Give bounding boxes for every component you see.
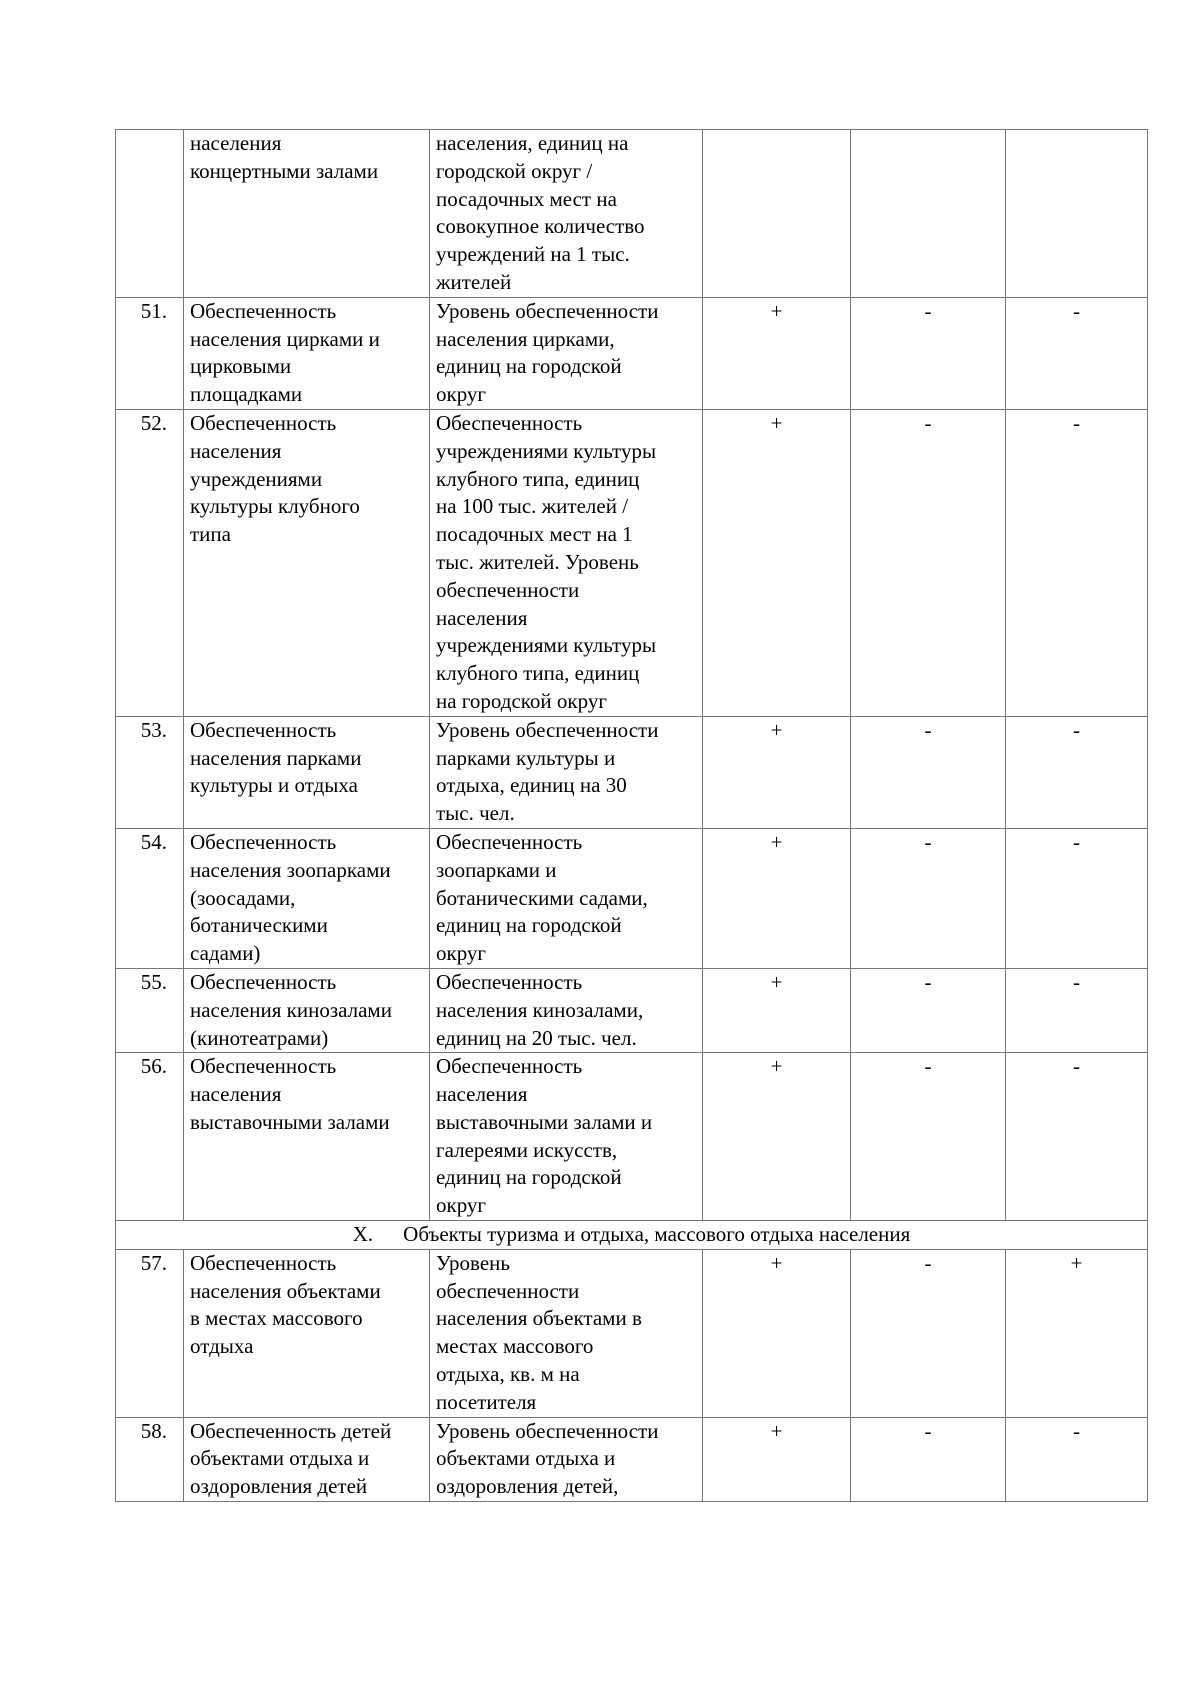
- cell-line: в местах массового: [190, 1306, 363, 1331]
- cell-line: населения кинозалами: [190, 997, 392, 1022]
- section-number: X.: [352, 1222, 374, 1247]
- indicator-name: [184, 1053, 430, 1221]
- cell-line: культуры клубного: [190, 494, 360, 519]
- row-number: 53.: [116, 716, 184, 828]
- cell-line: ботаническими садами,: [436, 885, 648, 910]
- applicability-mark-1: +: [703, 968, 851, 1052]
- cell-line: отдыха: [190, 1334, 254, 1359]
- cell-line: Обеспеченность: [190, 410, 337, 435]
- table-row: [116, 297, 1148, 409]
- applicability-mark-1: +: [703, 828, 851, 968]
- cell-line: на городской округ: [436, 688, 607, 713]
- applicability-mark-2: -: [851, 297, 1006, 409]
- applicability-mark-2: [851, 130, 1006, 298]
- applicability-mark-3: -: [1006, 297, 1148, 409]
- cell-line: округ: [436, 1193, 487, 1218]
- cell-line: тыс. чел.: [436, 801, 515, 826]
- cell-line: концертными залами: [190, 158, 379, 183]
- cell-line: населения цирками и: [190, 326, 380, 351]
- table-row: [116, 1249, 1148, 1417]
- indicator-table: [115, 129, 1148, 1502]
- cell-line: учреждениями культуры: [436, 633, 657, 658]
- indicator-description: [430, 130, 703, 298]
- table-row: [116, 1417, 1148, 1501]
- cell-line: Уровень обеспеченности: [436, 717, 659, 742]
- cell-line: Обеспеченность: [436, 1054, 583, 1079]
- indicator-name: [184, 828, 430, 968]
- indicator-name: [184, 130, 430, 298]
- cell-line: отдыха, кв. м на: [436, 1362, 580, 1387]
- cell-line: населения, единиц на: [436, 131, 629, 155]
- cell-line: обеспеченности: [436, 577, 580, 602]
- indicator-name: [184, 716, 430, 828]
- cell-line: учреждениями культуры: [436, 438, 657, 463]
- indicator-description: [430, 409, 703, 716]
- cell-line: галереями искусств,: [436, 1137, 618, 1162]
- cell-line: выставочными залами: [190, 1109, 390, 1134]
- cell-line: типа: [190, 522, 231, 547]
- cell-line: учреждениями: [190, 466, 323, 491]
- indicator-description: [430, 968, 703, 1052]
- row-number: 52.: [116, 409, 184, 716]
- cell-line: оздоровления детей,: [436, 1474, 619, 1499]
- cell-line: населения: [436, 605, 528, 630]
- cell-line: зоопарками и: [436, 857, 557, 882]
- applicability-mark-3: -: [1006, 716, 1148, 828]
- applicability-mark-3: -: [1006, 409, 1148, 716]
- section-row: [116, 1221, 1148, 1250]
- cell-line: населения: [190, 131, 282, 155]
- cell-line: населения: [190, 438, 282, 463]
- cell-line: единиц на городской: [436, 913, 622, 938]
- table-row: [116, 409, 1148, 716]
- cell-line: ботаническими: [190, 913, 328, 938]
- cell-line: посетителя: [436, 1389, 537, 1414]
- table-row: [116, 968, 1148, 1052]
- table-row: [116, 716, 1148, 828]
- cell-line: Обеспеченность: [190, 717, 337, 742]
- cell-line: обеспеченности: [436, 1278, 580, 1303]
- cell-line: посадочных мест на 1: [436, 522, 633, 547]
- applicability-mark-2: -: [851, 1249, 1006, 1417]
- cell-line: отдыха, единиц на 30: [436, 773, 627, 798]
- applicability-mark-1: +: [703, 409, 851, 716]
- cell-line: культуры и отдыха: [190, 773, 358, 798]
- cell-line: местах массового: [436, 1334, 594, 1359]
- applicability-mark-3: -: [1006, 1053, 1148, 1221]
- cell-line: Обеспеченность: [190, 829, 337, 854]
- cell-line: Уровень: [436, 1250, 510, 1275]
- cell-line: оздоровления детей: [190, 1474, 368, 1499]
- applicability-mark-2: -: [851, 828, 1006, 968]
- cell-line: клубного типа, единиц: [436, 661, 640, 686]
- cell-line: Обеспеченность: [436, 969, 583, 994]
- cell-line: объектами отдыха и: [436, 1446, 616, 1471]
- table-row: [116, 828, 1148, 968]
- cell-line: Обеспеченность: [436, 829, 583, 854]
- cell-line: Обеспеченность детей: [190, 1418, 392, 1443]
- applicability-mark-2: -: [851, 716, 1006, 828]
- section-heading: [116, 1221, 1148, 1250]
- applicability-mark-3: -: [1006, 1417, 1148, 1501]
- cell-line: объектами отдыха и: [190, 1446, 370, 1471]
- applicability-mark-1: +: [703, 1417, 851, 1501]
- applicability-mark-1: [703, 130, 851, 298]
- applicability-mark-3: -: [1006, 828, 1148, 968]
- cell-line: выставочными залами и: [436, 1109, 653, 1134]
- applicability-mark-3: -: [1006, 968, 1148, 1052]
- cell-line: населения зоопарками: [190, 857, 391, 882]
- cell-line: на 100 тыс. жителей /: [436, 494, 629, 519]
- indicator-description: [430, 1417, 703, 1501]
- applicability-mark-2: -: [851, 1417, 1006, 1501]
- applicability-mark-1: +: [703, 716, 851, 828]
- cell-line: населения парками: [190, 745, 362, 770]
- table-row: [116, 1053, 1148, 1221]
- cell-line: населения объектами в: [436, 1306, 642, 1331]
- row-number: [116, 130, 184, 298]
- cell-line: (зоосадами,: [190, 885, 296, 910]
- row-number: 51.: [116, 297, 184, 409]
- cell-line: населения объектами: [190, 1278, 381, 1303]
- row-number: 57.: [116, 1249, 184, 1417]
- indicator-name: [184, 297, 430, 409]
- applicability-mark-3: [1006, 130, 1148, 298]
- cell-line: площадками: [190, 382, 303, 407]
- cell-line: парками культуры и: [436, 745, 616, 770]
- table-row: [116, 130, 1148, 298]
- applicability-mark-3: +: [1006, 1249, 1148, 1417]
- applicability-mark-1: +: [703, 1053, 851, 1221]
- applicability-mark-1: +: [703, 297, 851, 409]
- indicator-description: [430, 1249, 703, 1417]
- indicator-description: [430, 828, 703, 968]
- cell-line: населения: [190, 1082, 282, 1107]
- indicator-name: [184, 968, 430, 1052]
- indicator-description: [430, 1053, 703, 1221]
- cell-line: Уровень обеспеченности: [436, 298, 659, 323]
- cell-line: Обеспеченность: [190, 1054, 337, 1079]
- indicator-description: [430, 716, 703, 828]
- cell-line: Обеспеченность: [436, 410, 583, 435]
- row-number: 56.: [116, 1053, 184, 1221]
- cell-line: округ: [436, 382, 487, 407]
- cell-line: цирковыми: [190, 354, 292, 379]
- cell-line: Обеспеченность: [190, 298, 337, 323]
- indicator-description: [430, 297, 703, 409]
- applicability-mark-2: -: [851, 409, 1006, 716]
- cell-line: садами): [190, 941, 261, 966]
- cell-line: Обеспеченность: [190, 1250, 337, 1275]
- cell-line: единиц на 20 тыс. чел.: [436, 1025, 637, 1050]
- indicator-name: [184, 1249, 430, 1417]
- cell-line: совокупное количество: [436, 214, 645, 239]
- cell-line: Уровень обеспеченности: [436, 1418, 659, 1443]
- cell-line: единиц на городской: [436, 354, 622, 379]
- row-number: 55.: [116, 968, 184, 1052]
- cell-line: округ: [436, 941, 487, 966]
- applicability-mark-2: -: [851, 1053, 1006, 1221]
- row-number: 58.: [116, 1417, 184, 1501]
- section-title: Объекты туризма и отдыха, массового отдыха населения: [403, 1222, 911, 1247]
- cell-line: тыс. жителей. Уровень: [436, 549, 639, 574]
- indicator-name: [184, 1417, 430, 1501]
- cell-line: жителей: [436, 269, 512, 294]
- cell-line: Обеспеченность: [190, 969, 337, 994]
- cell-line: (кинотеатрами): [190, 1025, 329, 1050]
- row-number: 54.: [116, 828, 184, 968]
- applicability-mark-2: -: [851, 968, 1006, 1052]
- cell-line: населения кинозалами,: [436, 997, 644, 1022]
- cell-line: учреждений на 1 тыс.: [436, 242, 630, 267]
- cell-line: населения: [436, 1082, 528, 1107]
- cell-line: населения цирками,: [436, 326, 615, 351]
- applicability-mark-1: +: [703, 1249, 851, 1417]
- cell-line: клубного типа, единиц: [436, 466, 640, 491]
- cell-line: посадочных мест на: [436, 186, 617, 211]
- indicator-name: [184, 409, 430, 716]
- cell-line: единиц на городской: [436, 1165, 622, 1190]
- cell-line: городской округ /: [436, 158, 593, 183]
